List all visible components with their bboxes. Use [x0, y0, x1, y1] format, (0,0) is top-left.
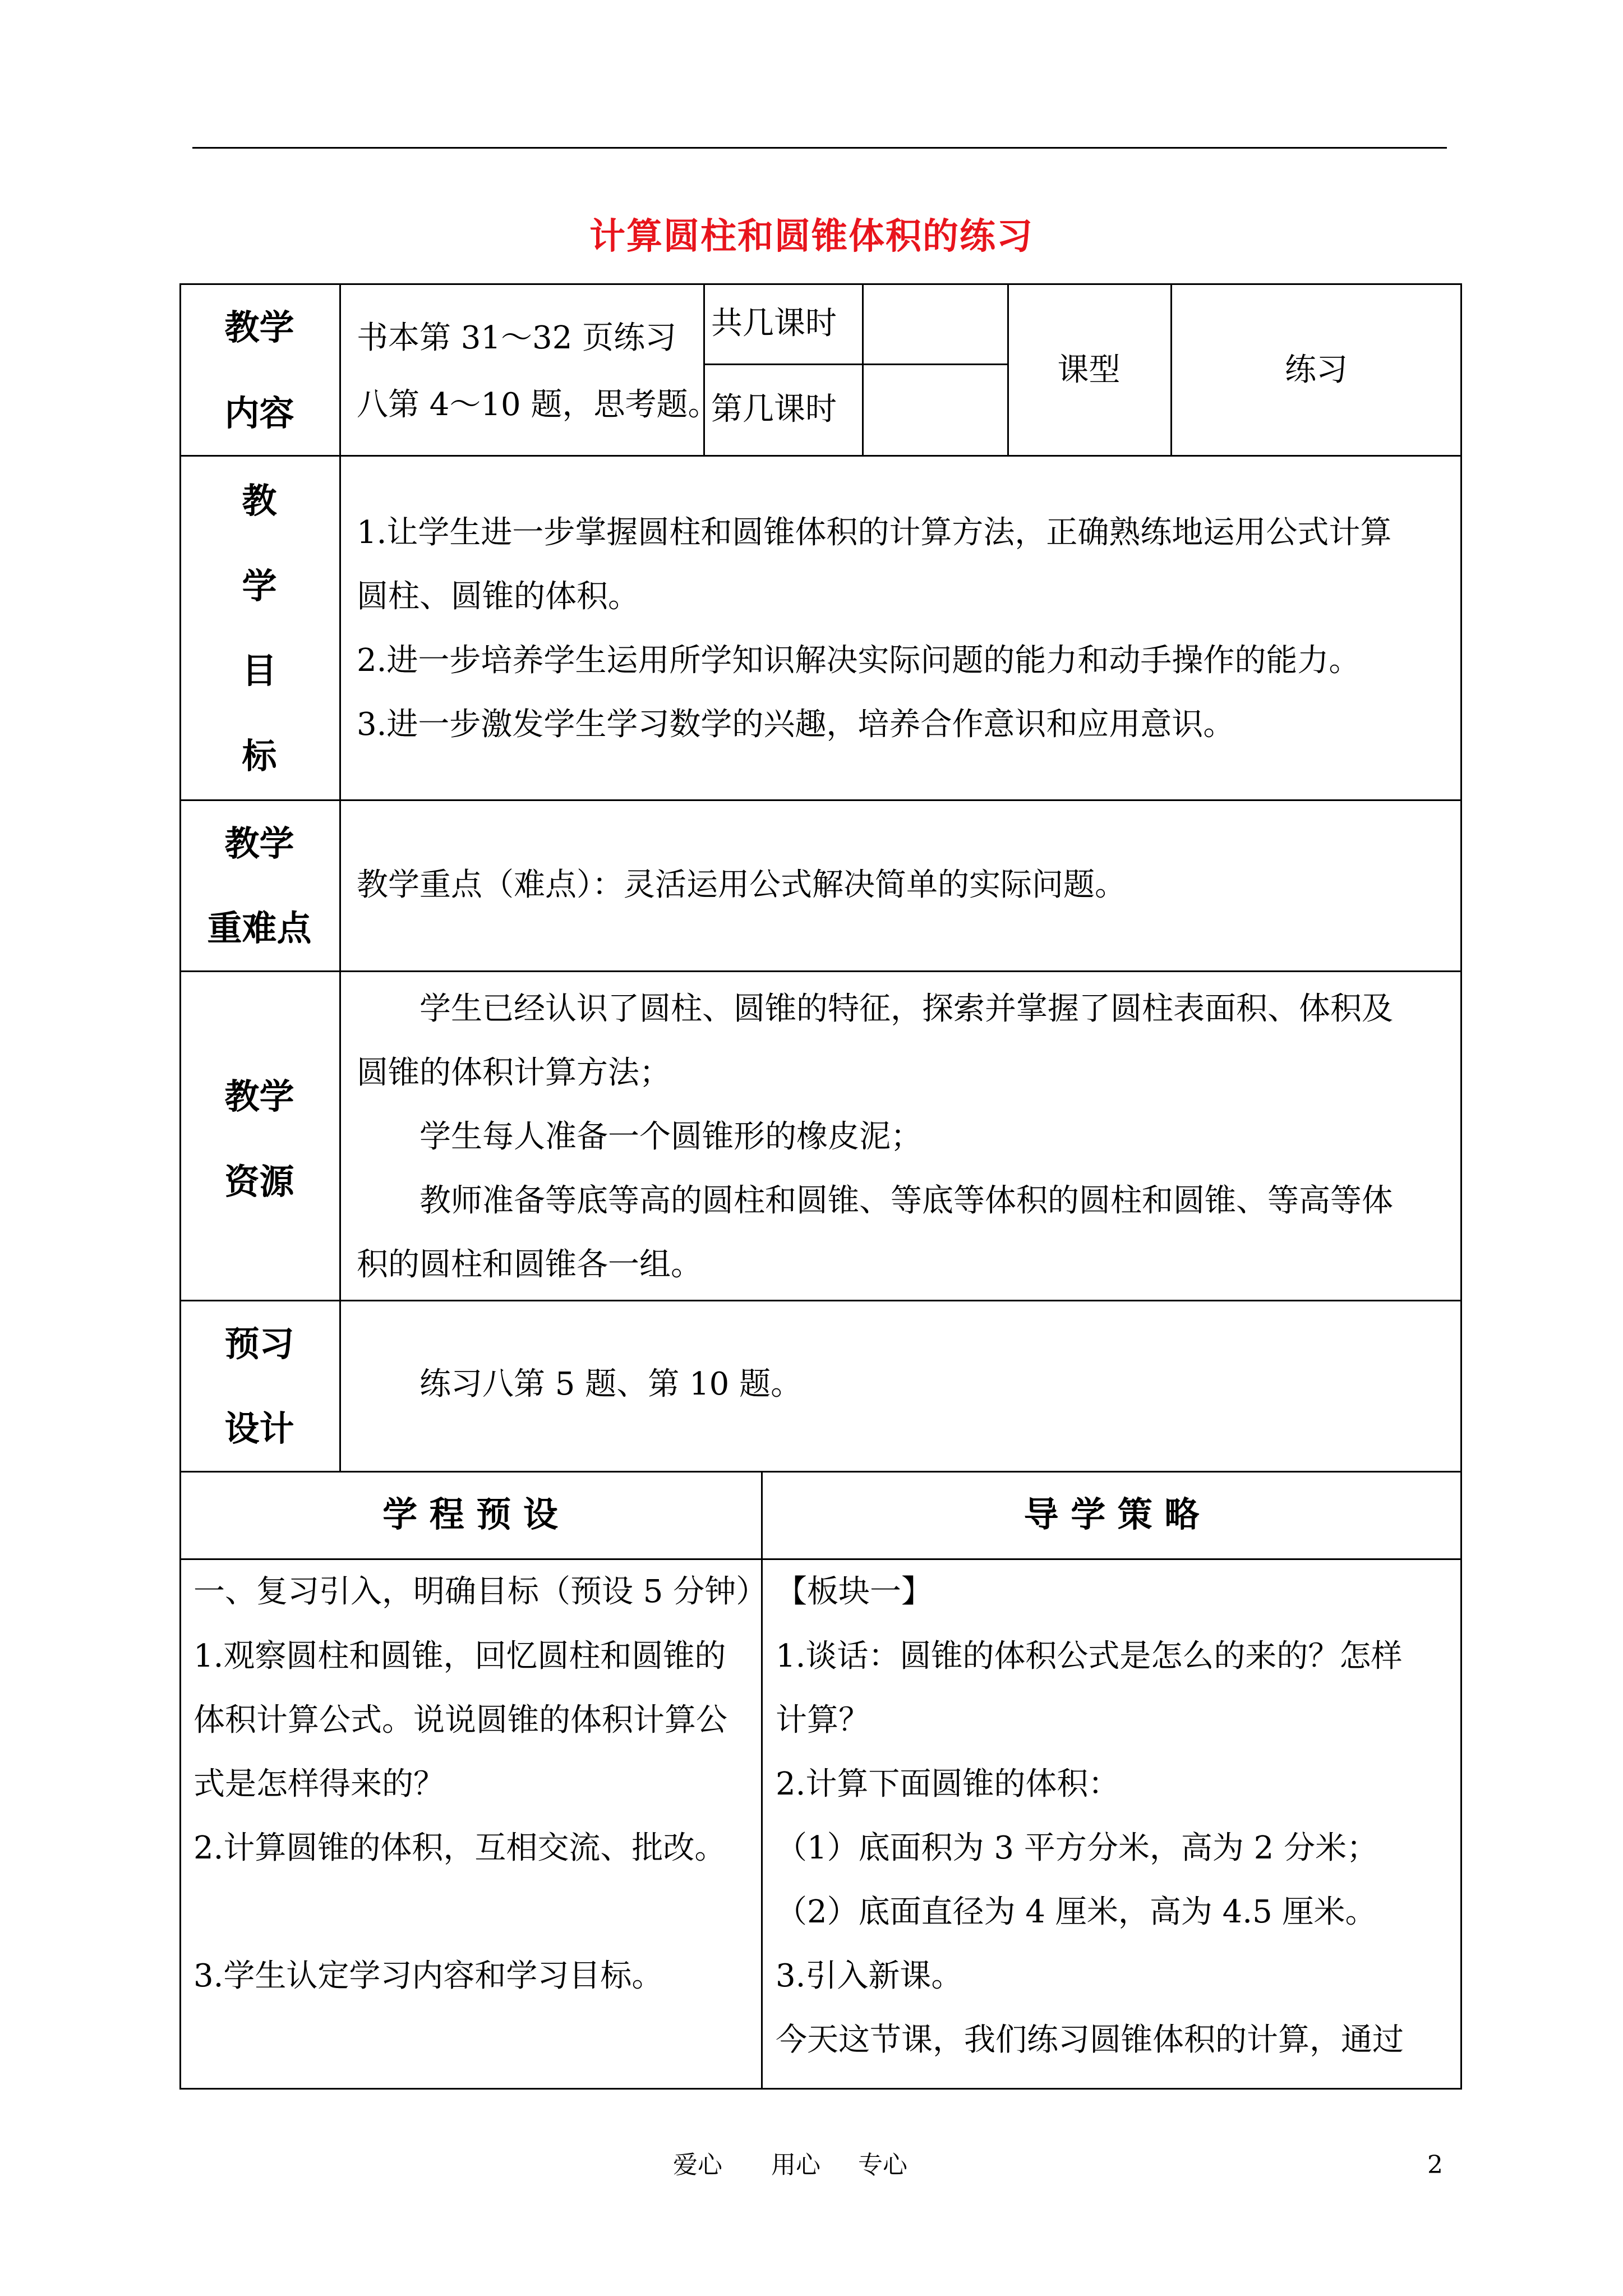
process-left-line: 体积计算公式。说说圆锥的体积计算公: [193, 1702, 727, 1738]
row-separator: [179, 970, 1462, 972]
process-left-line: 2.计算圆锥的体积，互相交流、批改。: [193, 1830, 726, 1866]
process-right-line: 今天这节课，我们练习圆锥体积的计算，通过: [776, 2022, 1404, 2058]
row1-mid-divider: [703, 364, 1007, 365]
lesson-type-value: 练习: [1285, 352, 1348, 388]
process-right-line: 【板块一】: [776, 1573, 933, 1610]
process-right-line: 3.引入新课。: [776, 1958, 963, 1994]
key-points-label-line2: 重难点: [207, 908, 312, 949]
label-column-divider: [339, 283, 341, 1471]
period-number-label: 第几课时: [711, 391, 837, 427]
process-right-header: 导 学 策 略: [1023, 1494, 1200, 1535]
preview-label-line1: 预习: [224, 1323, 294, 1364]
key-points-text: 教学重点（难点）：灵活运用公式解决简单的实际问题。: [357, 867, 1126, 903]
objective-line: 圆柱、圆锥的体积。: [357, 578, 639, 615]
objectives-label-char: 教: [242, 480, 277, 521]
process-left-header: 学 程 预 设: [382, 1494, 558, 1535]
resources-line: 学生已经认识了圆柱、圆锥的特征，探索并掌握了圆柱表面积、体积及: [419, 991, 1393, 1027]
process-right-line: （2）底面直径为 4 厘米，高为 4.5 厘米。: [776, 1894, 1377, 1930]
footer-motto-3: 专心: [858, 2151, 907, 2179]
row1-divider-a: [703, 283, 705, 456]
total-periods-label: 共几课时: [711, 305, 837, 342]
row1-divider-b: [862, 283, 864, 456]
key-points-label-line1: 教学: [224, 823, 294, 864]
row-separator: [179, 1558, 1462, 1560]
resources-label-line1: 教学: [224, 1076, 294, 1117]
row-separator: [179, 455, 1462, 457]
objective-line: 2.进一步培养学生运用所学知识解决实际问题的能力和动手操作的能力。: [357, 642, 1361, 679]
row-separator: [179, 799, 1462, 801]
row-separator: [179, 1300, 1462, 1301]
resources-line: 圆锥的体积计算方法；: [357, 1055, 671, 1091]
resources-line: 积的圆柱和圆锥各一组。: [357, 1246, 702, 1283]
process-left-line: 3.学生认定学习内容和学习目标。: [193, 1958, 663, 1994]
objective-line: 3.进一步激发学生学习数学的兴趣，培养合作意识和应用意识。: [357, 706, 1235, 743]
process-left-line: 一、复习引入，明确目标（预设 5 分钟）: [193, 1573, 768, 1610]
page-number: 2: [1427, 2151, 1443, 2179]
process-left-line: 1.观察圆柱和圆锥，回忆圆柱和圆锥的: [193, 1638, 726, 1674]
resources-line: 教师准备等底等高的圆柱和圆锥、等底等体积的圆柱和圆锥、等高等体: [419, 1182, 1393, 1219]
header-rule: [192, 147, 1447, 149]
process-right-line: （1）底面积为 3 平方分米，高为 2 分米；: [776, 1830, 1378, 1866]
process-column-divider: [761, 1471, 763, 2090]
objectives-label-char: 目: [242, 650, 277, 691]
lesson-type-label: 课型: [1057, 352, 1121, 388]
row-separator: [179, 1471, 1462, 1473]
process-right-line: 计算？: [776, 1702, 870, 1738]
process-left-line: 式是怎样得来的？: [193, 1766, 445, 1802]
content-text-line1: 书本第 31～32 页练习: [357, 320, 677, 356]
objectives-label-char: 学: [242, 565, 277, 606]
footer-motto-2: 用心: [771, 2151, 820, 2179]
objectives-label-char: 标: [242, 735, 277, 776]
footer-motto-1: 爱心: [673, 2151, 722, 2179]
page-title: 计算圆柱和圆锥体积的练习: [589, 215, 1034, 257]
resources-line: 学生每人准备一个圆锥形的橡皮泥；: [419, 1119, 922, 1155]
content-label-line1: 教学: [224, 307, 294, 348]
preview-text: 练习八第 5 题、第 10 题。: [419, 1366, 803, 1402]
content-label-line2: 内容: [224, 393, 294, 434]
preview-label-line2: 设计: [224, 1408, 294, 1449]
resources-label-line2: 资源: [224, 1161, 294, 1202]
objective-line: 1.让学生进一步掌握圆柱和圆锥体积的计算方法，正确熟练地运用公式计算: [357, 514, 1392, 551]
process-right-line: 2.计算下面圆锥的体积：: [776, 1766, 1120, 1802]
process-right-line: 1.谈话：圆锥的体积公式是怎么的来的？怎样: [776, 1638, 1403, 1674]
content-text-line2: 八第 4～10 题，思考题。: [357, 386, 720, 423]
